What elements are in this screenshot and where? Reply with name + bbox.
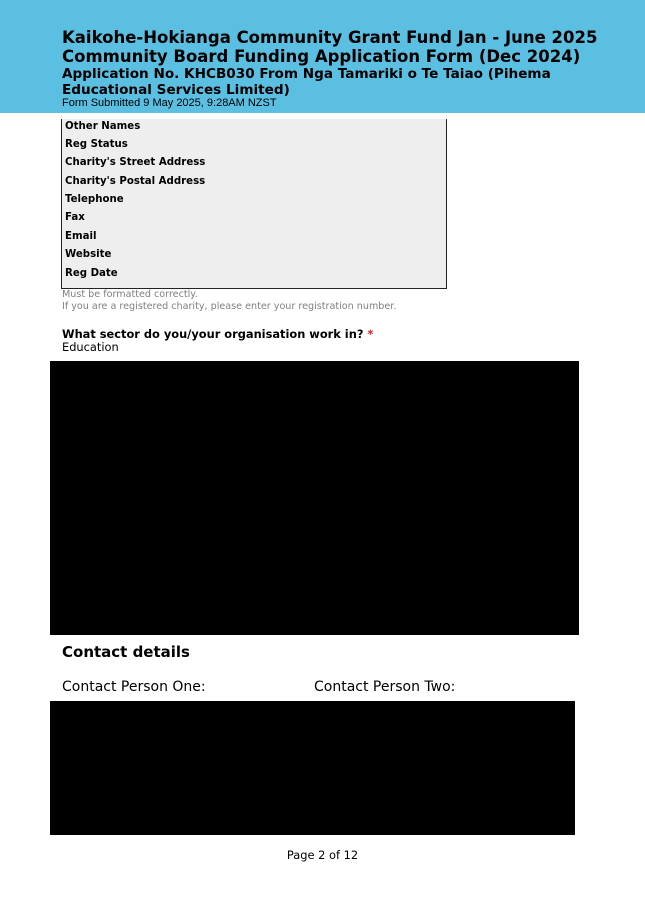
sector-question-text: What sector do you/your organisation work in? (62, 327, 364, 341)
sector-question-label (62, 327, 373, 341)
header-banner (0, 0, 645, 113)
charity-field-telephone: Telephone (65, 194, 124, 205)
sector-answer: Education (62, 340, 119, 354)
redacted-block (50, 361, 579, 635)
form-title-line-2: Community Board Funding Application Form (Dec 2024) (62, 47, 581, 66)
application-title: Application No. KHCB030 From Nga Tamariki o Te Taiao (Pihema Educational Services Limited) (62, 66, 551, 98)
redacted-contact-block (50, 701, 575, 835)
format-help-text: Must be formatted correctly. (62, 289, 198, 300)
submission-timestamp: Form Submitted 9 May 2025, 9:28AM NZST (62, 97, 277, 109)
charity-field-reg-status: Reg Status (65, 139, 128, 150)
charity-field-postal-address: Charity's Postal Address (65, 176, 206, 187)
contact-person-two-label: Contact Person Two: (314, 679, 456, 695)
page-number: Page 2 of 12 (286, 848, 359, 862)
charity-field-email: Email (65, 231, 97, 242)
charity-field-website: Website (65, 249, 112, 260)
charity-field-fax: Fax (65, 212, 85, 223)
charity-help-text: If you are a registered charity, please enter your registration number. (62, 301, 397, 312)
contact-person-one-label: Contact Person One: (62, 679, 206, 695)
charity-field-street-address: Charity's Street Address (65, 157, 206, 168)
form-title-line-1: Kaikohe-Hokianga Community Grant Fund Jan - June 2025 (62, 28, 598, 47)
charity-field-other-names: Other Names (65, 121, 141, 132)
required-marker: * (367, 327, 374, 341)
charity-field-reg-date: Reg Date (65, 268, 118, 279)
contact-details-heading: Contact details (62, 643, 190, 661)
charity-details-box (61, 119, 447, 289)
